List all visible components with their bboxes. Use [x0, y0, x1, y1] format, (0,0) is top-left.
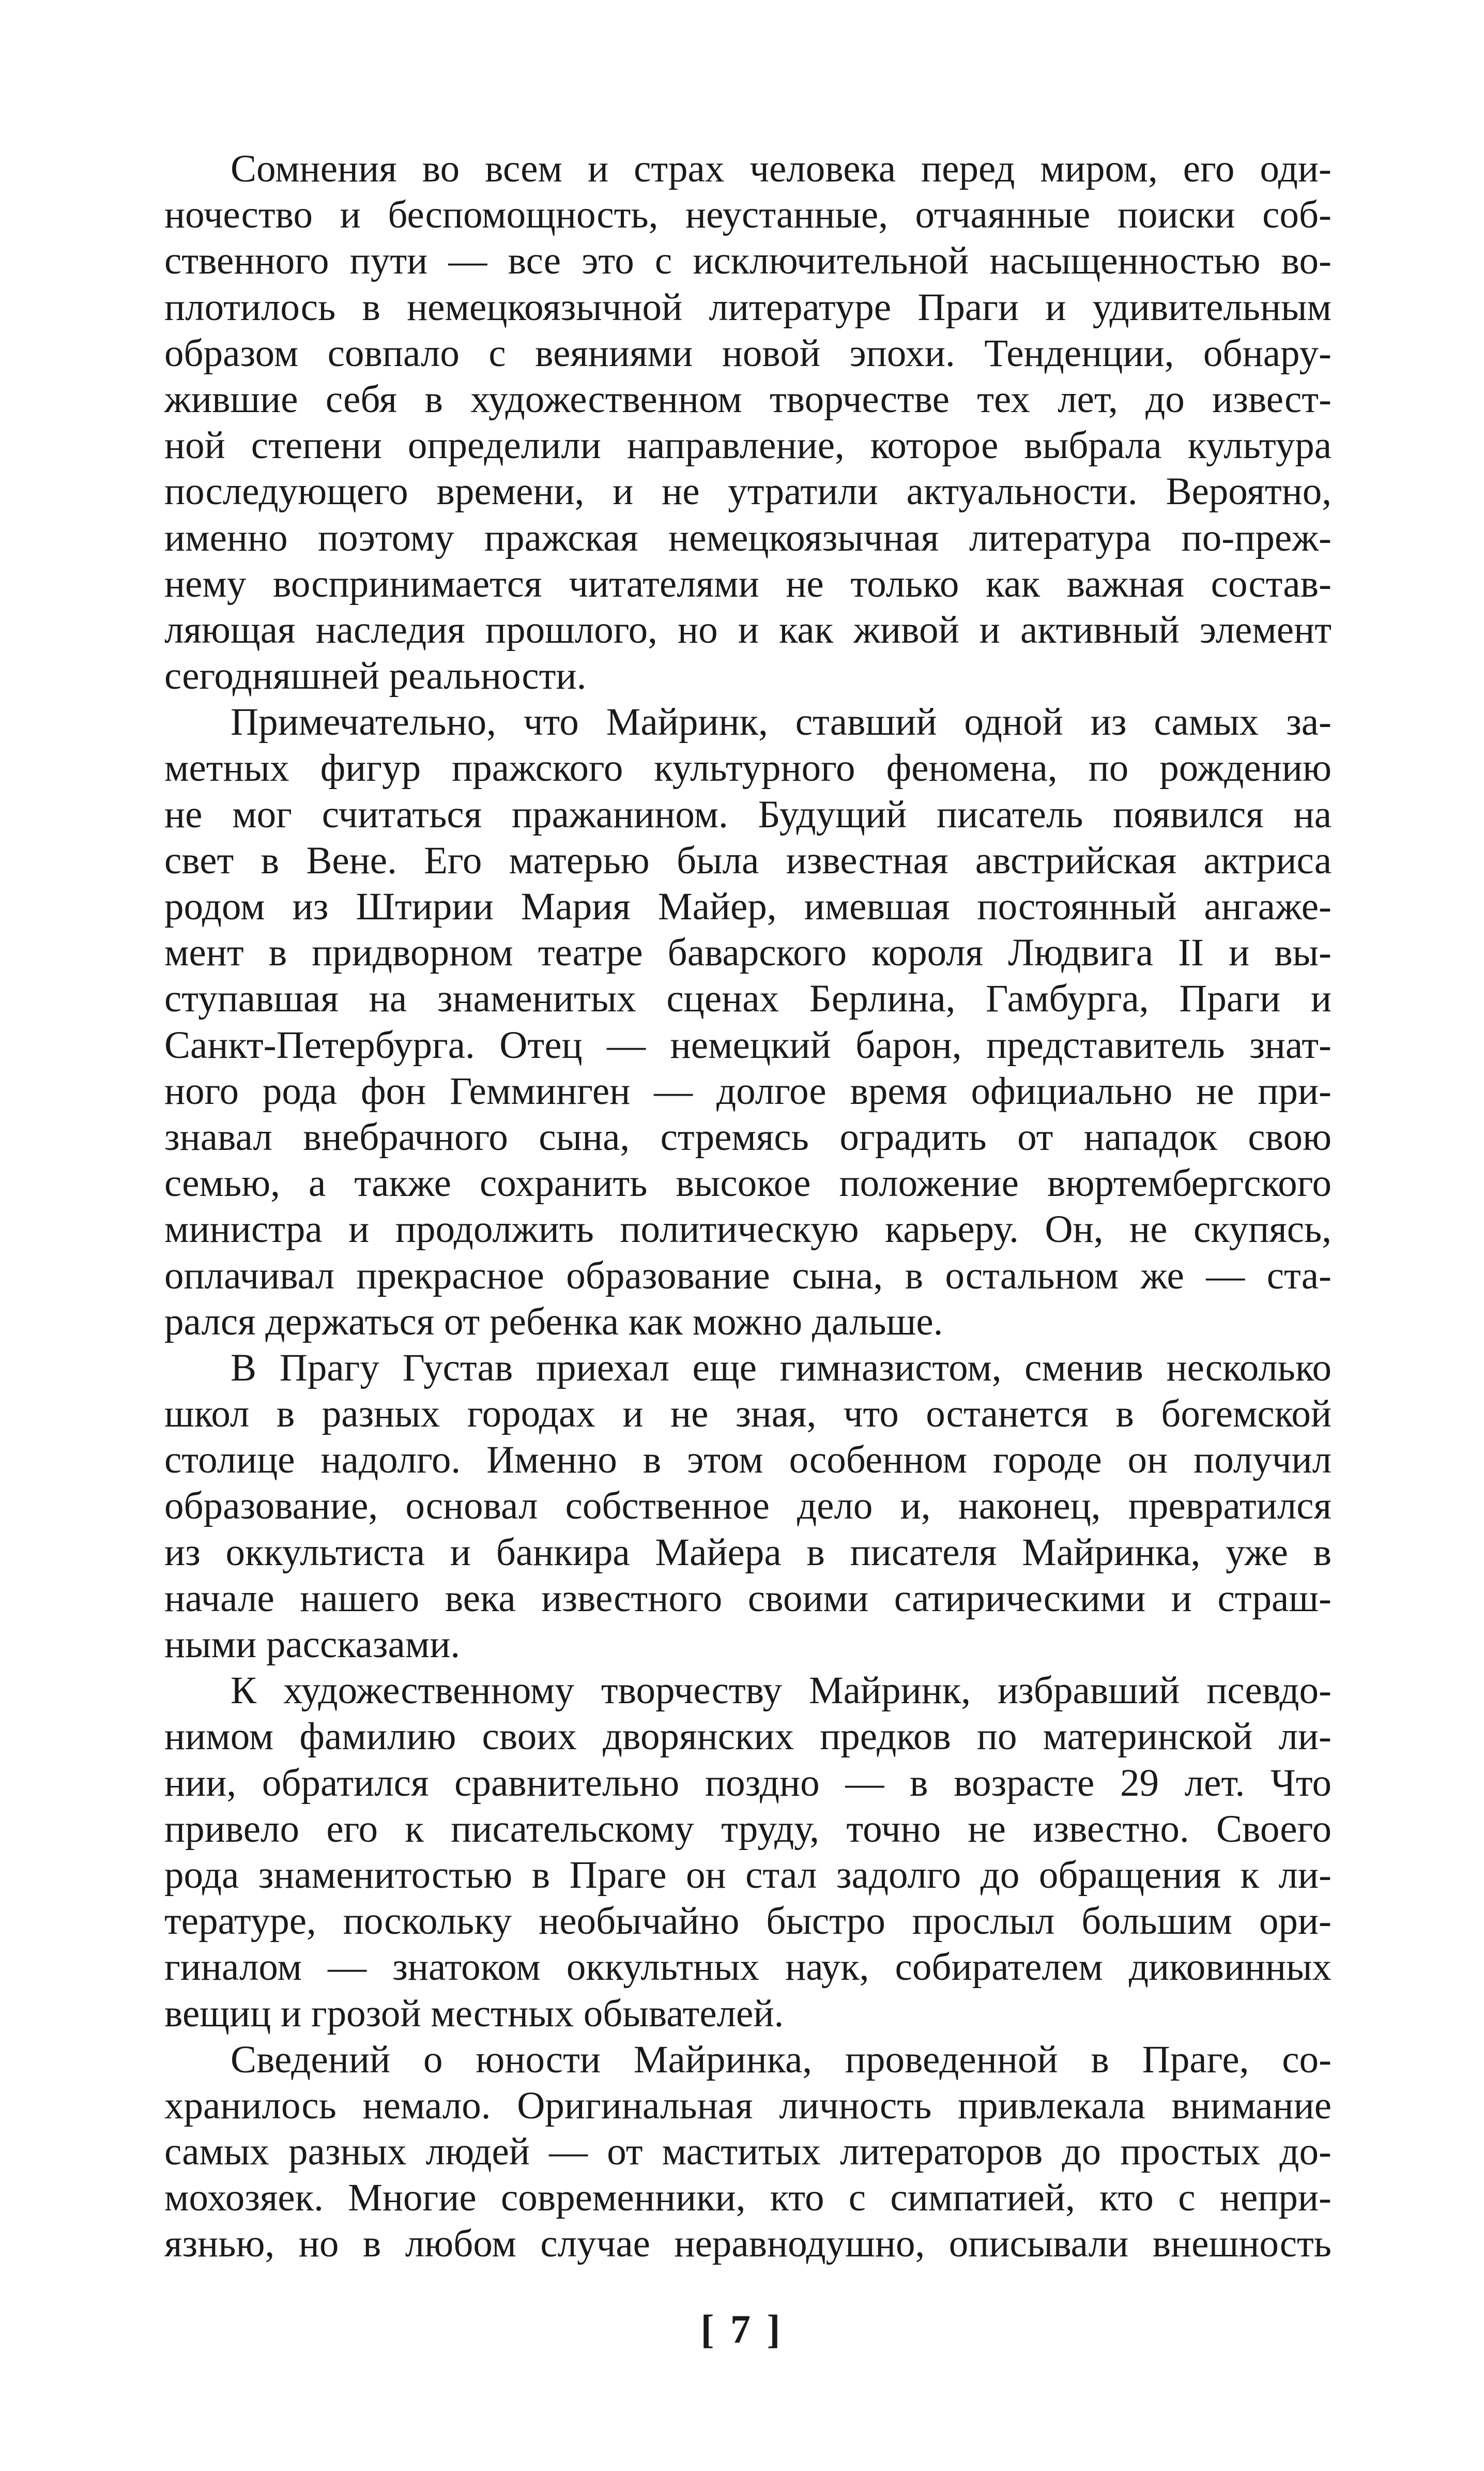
text-line: ными рассказами. — [164, 1623, 461, 1666]
page-number: [ 7 ] — [700, 2307, 784, 2352]
text-line: привело его к писательскому труду, точно не известно. Своего — [164, 1807, 1332, 1851]
text-line: знавал внебрачного сына, стремясь оградить от нападок свою — [164, 1115, 1332, 1159]
text-line: сегодняшней реальности. — [164, 655, 587, 698]
text-line: К художественному творчеству Майринк, избравший псевдо- — [231, 1669, 1332, 1712]
text-line: В Прагу Густав приехал еще гимназистом, сменив несколько — [231, 1346, 1332, 1389]
text-line: столице надолго. Именно в этом особенном городе он получил — [164, 1438, 1332, 1482]
text-line: Санкт-Петербурга. Отец — немецкий барон, представитель знат- — [164, 1023, 1332, 1067]
text-line: ной степени определили направление, которое выбрала культура — [164, 424, 1332, 467]
paragraph — [164, 2037, 1332, 2267]
text-line: оплачивал прекрасное образование сына, в остальном же — ста- — [164, 1254, 1332, 1297]
text-line: Сомнения во всем и страх человека перед миром, его оди- — [231, 147, 1332, 190]
text-line: родом из Штирии Мария Майер, имевшая постоянный ангаже- — [164, 885, 1332, 928]
text-line: нимом фамилию своих дворянских предков по материнской ли- — [164, 1715, 1332, 1758]
body-text — [164, 146, 1332, 2267]
text-line: семью, а также сохранить высокое положение вюртембергского — [164, 1162, 1332, 1205]
text-line: мент в придворном театре баварского короля Людвига II и вы- — [164, 931, 1332, 975]
text-line: нии, обратился сравнительно поздно — в возрасте 29 лет. Что — [164, 1761, 1332, 1805]
text-line: школ в разных городах и не зная, что останется в богемской — [164, 1392, 1332, 1436]
text-line: свет в Вене. Его матерью была известная австрийская актриса — [164, 839, 1332, 882]
text-line: вещиц и грозой местных обывателей. — [164, 1992, 784, 2035]
text-line: ляющая наследия прошлого, но и как живой и активный элемент — [164, 608, 1332, 651]
paragraph — [164, 1667, 1332, 2037]
text-line: Сведений о юности Майринка, проведенной в Праге, со- — [231, 2038, 1332, 2081]
text-line: нему воспринимается читателями не только как важная состав- — [164, 562, 1332, 605]
paragraph — [164, 699, 1332, 1345]
text-line: министра и продолжить политическую карьеру. Он, не скупясь, — [164, 1208, 1332, 1251]
text-line: ственного пути — все это с исключительной насыщенностью во- — [164, 239, 1332, 283]
text-line: рался держаться от ребенка как можно дальше. — [164, 1300, 943, 1343]
text-line: тературе, поскольку необычайно быстро прослыл большим ори- — [164, 1900, 1332, 1943]
text-line: рода знаменитостью в Праге он стал задолго до обращения к ли- — [164, 1853, 1332, 1897]
text-line: Примечательно, что Майринк, ставший одной из самых за- — [231, 701, 1332, 744]
text-line: образование, основал собственное дело и, наконец, превратился — [164, 1484, 1332, 1528]
text-line: мохозяек. Многие современники, кто с симпатией, кто с непри- — [164, 2176, 1332, 2220]
text-line: не мог считаться пражанином. Будущий писатель появился на — [164, 793, 1332, 836]
text-line: ступавшая на знаменитых сценах Берлина, Гамбурга, Праги и — [164, 977, 1332, 1021]
text-line: ночество и беспомощность, неустанные, отчаянные поиски соб- — [164, 193, 1332, 237]
text-line: самых разных людей — от маститых литераторов до простых до- — [164, 2130, 1332, 2174]
text-line: образом совпало с веяниями новой эпохи. Тенденции, обнару- — [164, 331, 1332, 375]
paragraph — [164, 146, 1332, 699]
text-line: хранилось немало. Оригинальная личность привлекала внимание — [164, 2084, 1332, 2127]
text-line: метных фигур пражского культурного феномена, по рождению — [164, 747, 1332, 790]
text-line: из оккультиста и банкира Майера в писателя Майринка, уже в — [164, 1530, 1332, 1574]
text-line: ного рода фон Гемминген — долгое время официально не при- — [164, 1069, 1332, 1113]
text-line: жившие себя в художественном творчестве тех лет, до извест- — [164, 377, 1332, 421]
text-line: именно поэтому пражская немецкоязычная литература по-преж- — [164, 516, 1332, 559]
paragraph — [164, 1345, 1332, 1667]
text-line: последующего времени, и не утратили актуальности. Вероятно, — [164, 470, 1332, 513]
text-line: начале нашего века известного своими сатирическими и страш- — [164, 1576, 1332, 1620]
text-line: язнью, но в любом случае неравнодушно, описывали внешность — [164, 2222, 1332, 2266]
text-line: гиналом — знатоком оккультных наук, собирателем диковинных — [164, 1946, 1332, 1989]
text-line: плотилось в немецкоязычной литературе Праги и удивительным — [164, 285, 1332, 329]
